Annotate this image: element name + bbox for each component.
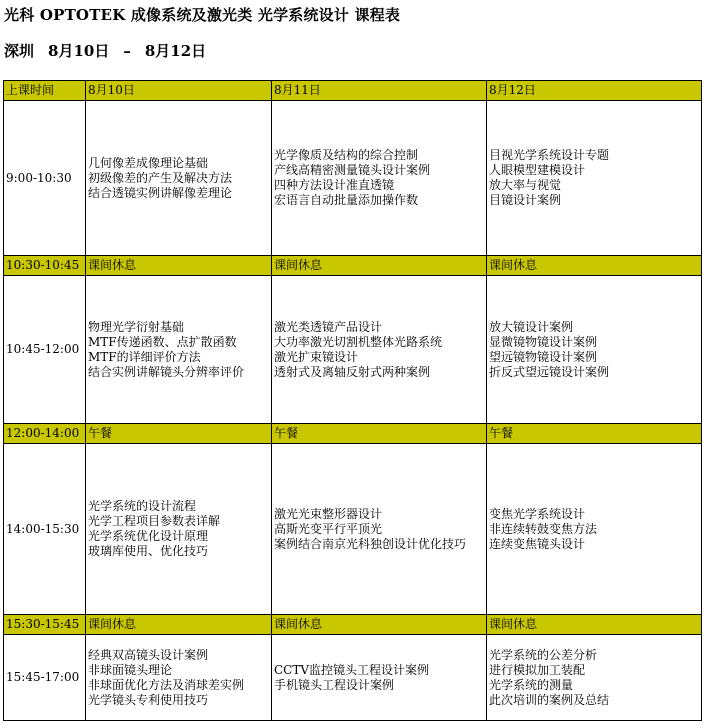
- course-topic: 光学像质及结构的综合控制: [274, 148, 419, 162]
- break-label: 午餐: [88, 426, 113, 440]
- course-topic: MTF的详细评价方法: [88, 349, 201, 364]
- course-topic: 非连续转鼓变焦方法: [489, 521, 598, 536]
- course-topic: 宏语言自动批量添加操作数: [274, 193, 419, 207]
- break-label: 课间休息: [274, 258, 323, 272]
- page-title: 光科 OPTOTEK 成像系统及激光类 光学系统设计 课程表: [4, 6, 401, 24]
- date-range: [4, 40, 206, 61]
- course-cell: [272, 101, 487, 256]
- course-topic: 手机镜头工程设计案例: [274, 677, 395, 692]
- course-topic: 光学镜头专利使用技巧: [88, 692, 209, 707]
- header-day-1: 8月10日: [86, 81, 272, 101]
- date-dash: –: [123, 42, 131, 60]
- time-slot: 15:45-17:00: [4, 635, 86, 721]
- course-topic: 人眼模型建模设计: [489, 163, 586, 177]
- end-date: 8月12日: [144, 42, 207, 60]
- time-slot: 15:30-15:45: [4, 615, 86, 635]
- schedule-body: [4, 81, 702, 721]
- time-slot: 10:30-10:45: [4, 256, 86, 276]
- course-cell: [272, 276, 487, 424]
- course-topic: 激光类透镜产品设计: [274, 319, 383, 334]
- course-topic: 几何像差成像理论基础: [88, 155, 209, 170]
- course-topic: 激光扩束镜设计: [274, 349, 359, 364]
- break-cell: [487, 424, 702, 444]
- course-topic: 光学系统的测量: [489, 677, 574, 692]
- break-cell: [86, 615, 272, 635]
- course-topic: 望远镜物镜设计案例: [489, 349, 598, 364]
- course-topic: 目镜设计案例: [489, 193, 562, 207]
- break-cell: [487, 256, 702, 276]
- time-slot: 10:45-12:00: [4, 276, 86, 424]
- course-topic: 结合实例讲解镜头分辨率评价: [88, 364, 245, 379]
- course-topic: 高斯光变平行平顶光: [274, 521, 383, 536]
- session-row: [4, 444, 702, 615]
- course-topic: CCTV监控镜头工程设计案例: [274, 662, 430, 677]
- course-cell: [272, 635, 487, 721]
- course-topic: MTF传递函数、点扩散函数: [88, 334, 237, 349]
- break-cell: [86, 256, 272, 276]
- header-row: [4, 81, 702, 101]
- course-topic: 非球面镜头理论: [88, 662, 173, 677]
- break-label: 午餐: [489, 426, 514, 440]
- break-label: 课间休息: [88, 617, 137, 631]
- break-label: 课间休息: [88, 258, 137, 272]
- time-slot: 12:00-14:00: [4, 424, 86, 444]
- break-row: [4, 424, 702, 444]
- course-cell: [86, 276, 272, 424]
- session-row: [4, 101, 702, 256]
- time-slot: 9:00-10:30: [4, 101, 86, 256]
- course-topic: 进行模拟加工装配: [489, 662, 586, 677]
- break-row: [4, 615, 702, 635]
- course-cell: [272, 444, 487, 615]
- course-topic: 放大率与视觉: [489, 178, 562, 192]
- break-cell: [487, 615, 702, 635]
- break-cell: [86, 424, 272, 444]
- course-topic: 玻璃库使用、优化技巧: [88, 544, 209, 558]
- course-topic: 经典双高镜头设计案例: [88, 647, 209, 662]
- header-day-2: 8月11日: [272, 81, 487, 101]
- course-topic: 产线高精密测量镜头设计案例: [274, 163, 431, 177]
- break-cell: [272, 256, 487, 276]
- break-label: 午餐: [274, 426, 299, 440]
- course-topic: 案例结合南京光科独创设计优化技巧: [274, 536, 467, 551]
- break-label: 课间休息: [274, 617, 323, 631]
- course-topic: 目视光学系统设计专题: [489, 148, 610, 162]
- course-topic: 光学系统优化设计原理: [88, 529, 209, 543]
- course-topic: 光学工程项目参数表详解: [88, 514, 221, 528]
- course-cell: [487, 635, 702, 721]
- course-topic: 放大镜设计案例: [489, 319, 574, 334]
- break-cell: [272, 424, 487, 444]
- course-topic: 折反式望远镜设计案例: [489, 364, 610, 379]
- break-label: 课间休息: [489, 258, 538, 272]
- schedule-table: [3, 80, 702, 721]
- session-row: [4, 635, 702, 721]
- course-topic: 变焦光学系统设计: [489, 506, 586, 521]
- session-row: [4, 276, 702, 424]
- course-topic: 初级像差的产生及解决方法: [88, 170, 233, 185]
- course-topic: 显微镜物镜设计案例: [489, 334, 598, 349]
- break-row: [4, 256, 702, 276]
- header-time: 上课时间: [4, 81, 86, 101]
- course-topic: 物理光学衍射基础: [88, 319, 185, 334]
- course-topic: 光学系统的公差分析: [489, 647, 598, 662]
- course-cell: [487, 444, 702, 615]
- course-topic: 此次培训的案例及总结: [489, 692, 610, 707]
- break-label: 课间休息: [489, 617, 538, 631]
- header-day-3: 8月12日: [487, 81, 702, 101]
- city-label: 深圳: [4, 42, 35, 60]
- course-cell: [487, 101, 702, 256]
- course-cell: [86, 635, 272, 721]
- course-topic: 非球面优化方法及消球差实例: [88, 677, 245, 692]
- course-topic: 透射式及离轴反射式两种案例: [274, 364, 431, 379]
- course-topic: 结合透镜实例讲解像差理论: [88, 185, 233, 200]
- start-date: 8月10日: [48, 42, 110, 60]
- course-topic: 大功率激光切割机整体光路系统: [274, 334, 443, 349]
- course-topic: 四种方法设计准直透镜: [274, 178, 395, 192]
- course-topic: 激光光束整形器设计: [274, 506, 383, 521]
- course-cell: [487, 276, 702, 424]
- break-cell: [272, 615, 487, 635]
- course-topic: 光学系统的设计流程: [88, 499, 197, 513]
- course-cell: [86, 101, 272, 256]
- time-slot: 14:00-15:30: [4, 444, 86, 615]
- course-cell: [86, 444, 272, 615]
- course-topic: 连续变焦镜头设计: [489, 536, 586, 551]
